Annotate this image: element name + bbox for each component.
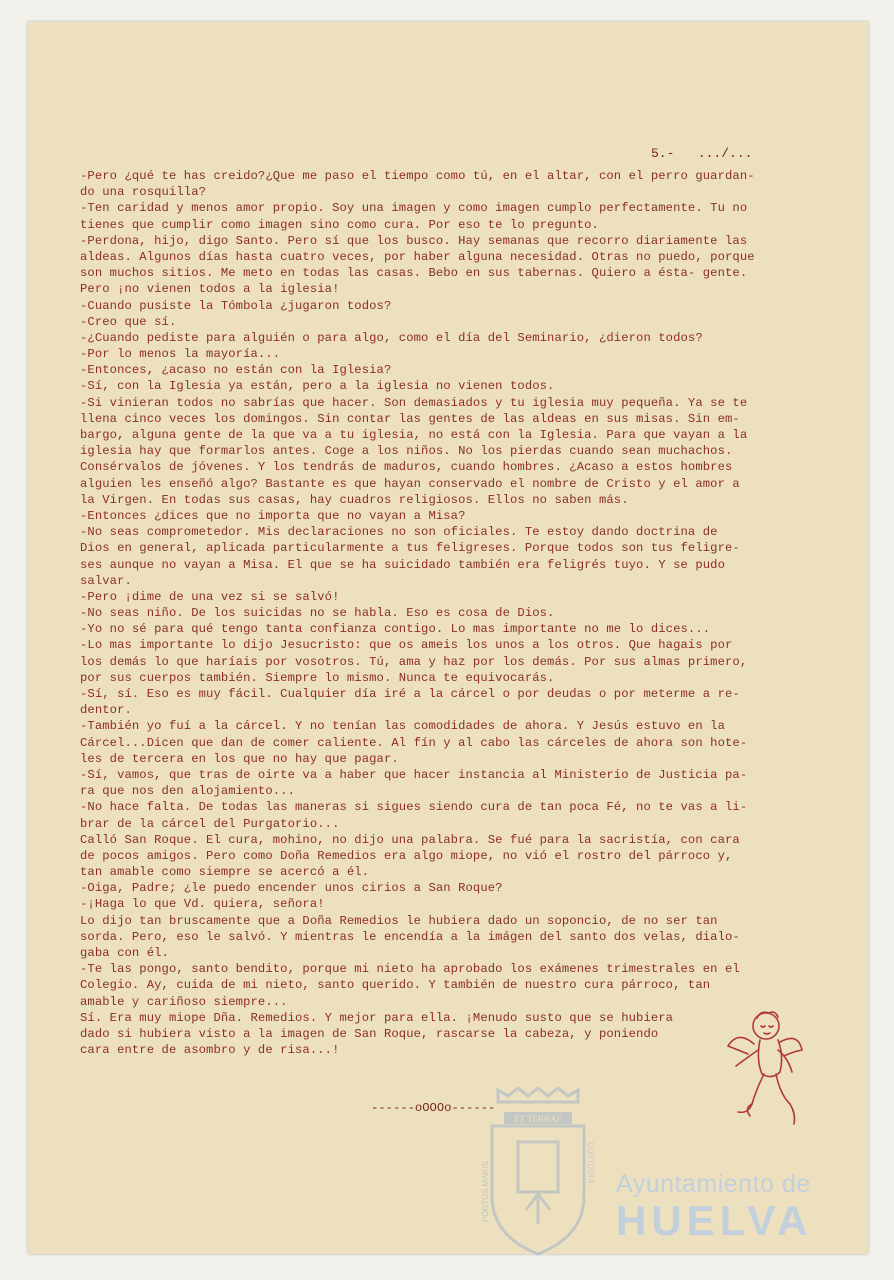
- text-line: iglesia hay que formarlos antes. Coge a los niños. No los pierdas cuando sean muchachos.: [80, 444, 733, 459]
- text-line: -Entonces ¿dices que no importa que no vayan a Misa?: [80, 508, 466, 523]
- text-line: por sus cuerpos también. Siempre lo mismo. Nunca te equivocarás.: [80, 670, 555, 685]
- text-line: Lo dijo tan bruscamente que a Doña Remedios le hubiera dado un soponcio, de no ser tan: [80, 913, 718, 928]
- text-line: les de tercera en los que no hay que pagar.: [80, 751, 399, 766]
- text-line: Calló San Roque. El cura, mohino, no dijo una palabra. Se fué para la sacristía, con cara: [80, 832, 740, 847]
- text-line: Pero ¡no vienen todos a la iglesia!: [80, 282, 340, 297]
- text-line: -Por lo menos la mayoría...: [80, 347, 281, 362]
- text-line: -Creo que sí.: [80, 314, 177, 329]
- text-line: Sí. Era muy miope Dña. Remedios. Y mejor para ella. ¡Menudo susto que se hubiera: [80, 1010, 674, 1025]
- cherub-stamp-icon: [724, 1004, 804, 1144]
- text-line: -También yo fuí a la cárcel. Y no tenían las comodidades de ahora. Y Jesús estuvo en la: [80, 719, 725, 734]
- text-line: -Oiga, Padre; ¿le puedo encender unos cirios a San Roque?: [80, 881, 503, 896]
- text-line: gaba con él.: [80, 946, 169, 960]
- watermark-line-2: HUELVA: [616, 1197, 813, 1244]
- text-line: alguien les enseñó algo? Bastante es que hayan conservado el nombre de Cristo y el amor a: [80, 476, 740, 491]
- text-line: -No seas comprometedor. Mis declaraciones no son oficiales. Te estoy dando doctrina de: [80, 525, 718, 540]
- watermark-right-text: CUSTODIA: [586, 1142, 595, 1184]
- text-line: -Sí, vamos, que tras de oirte va a haber que hacer instancia al Ministerio de Justicia pa-: [80, 767, 748, 782]
- watermark-caption: [616, 1170, 812, 1245]
- text-line: tan amable como siempre se acercó a él.: [80, 865, 370, 880]
- page-marker: 5.- .../...: [651, 146, 753, 161]
- text-line: aldeas. Algunos días hasta cuatro veces, por haber alguna necesidad. Otras no puedo, porque: [80, 249, 755, 264]
- text-line: cara entre de asombro y de risa...!: [80, 1043, 340, 1058]
- text-line: son muchos sitios. Me meto en todas las casas. Bebo en sus tabernas. Quiero a ésta- gente.: [80, 266, 748, 281]
- text-line: brar de la cárcel del Purgatorio...: [80, 816, 340, 831]
- text-line: -Ten caridad y menos amor propio. Soy una imagen y como imagen cumplo perfectamente. Tu no: [80, 201, 748, 216]
- watermark-left-text: PORTUS MARIS: [481, 1161, 490, 1222]
- text-line: -Pero ¿qué te has creido?¿Que me paso el tiempo como tú, en el altar, con el perro guardan-: [80, 169, 755, 183]
- text-line: ra que nos den alojamiento...: [80, 784, 295, 799]
- text-line: -Entonces, ¿acaso no están con la Iglesia?: [80, 363, 392, 378]
- end-separator: ------oOOOo------: [371, 1101, 496, 1115]
- text-line: -No seas niño. De los suicidas no se habla. Eso es cosa de Dios.: [80, 606, 555, 621]
- text-line: tienes que cumplir como imagen sino como cura. Por eso te lo pregunto.: [80, 217, 599, 232]
- text-line: -Sí, con la Iglesia ya están, pero a la iglesia no vienen todos.: [80, 379, 555, 394]
- text-line: -¡Haga lo que Vd. quiera, señora!: [80, 897, 325, 912]
- text-line: -¿Cuando pediste para alguién o para algo, como el día del Seminario, ¿dieron todos?: [80, 330, 703, 345]
- text-line: dentor.: [80, 703, 132, 718]
- text-line: amable y cariñoso siempre...: [80, 994, 288, 1009]
- text-line: Dios en general, aplicada particularmente a tus feligreses. Porque todos son tus feligre-: [80, 541, 740, 556]
- text-line: -Te las pongo, santo bendito, porque mi nieto ha aprobado los exámenes trimestrales en el: [80, 962, 740, 977]
- text-line: dado si hubiera visto a la imagen de San Roque, rascarse la cabeza, y poniendo: [80, 1026, 659, 1041]
- text-line: salvar.: [80, 573, 132, 588]
- text-line: de pocos amigos. Pero como Doña Remedios era algo miope, no vió el rostro del párroco y,: [80, 848, 733, 863]
- text-line: bargo, alguna gente de la que va a tu iglesia, no está con la Iglesia. Para que vayan a la: [80, 428, 748, 442]
- text-line: los demás lo que haríais por vosotros. Tú, ama y haz por los demás. Por sus almas primero,: [80, 654, 748, 669]
- text-line: -Si vinieran todos no sabrías que hacer. Son demasiados y tu iglesia muy pequeña. Ya se te: [80, 395, 748, 410]
- text-line: sorda. Pero, eso le salvó. Y mientras le encendía a la imágen del santo dos velas, dialo-: [80, 929, 740, 944]
- text-line: -Lo mas importante lo dijo Jesucristo: que os ameis los unos a los otros. Que hagais por: [80, 638, 733, 653]
- text-line: -Cuando pusiste la Tómbola ¿jugaron todos?: [80, 298, 392, 313]
- text-line: llena cinco veces los domingos. Sin contar las gentes de las aldeas en sus misas. Sin em-: [80, 411, 740, 426]
- text-line: -Perdona, hijo, digo Santo. Pero sí que los busco. Hay semanas que recorro diariamente las: [80, 233, 748, 248]
- watermark-banner-text: ET TERRAE: [514, 1114, 562, 1124]
- text-line: Colegio. Ay, cuida de mi nieto, santo querido. Y también de nuestro cura párroco, tan: [80, 978, 711, 993]
- text-line: -Sí, sí. Eso es muy fácil. Cualquier día iré a la cárcel o por deudas o por meterme a re-: [80, 687, 740, 701]
- text-line: -Pero ¡dime de una vez si se salvó!: [80, 589, 340, 604]
- text-line: la Virgen. En todas sus casas, hay cuadros religiosos. Ellos no saben más.: [80, 492, 629, 507]
- watermark-line-1: Ayuntamiento de: [616, 1170, 811, 1198]
- coat-of-arms-watermark-icon: [478, 1082, 598, 1262]
- typewritten-body: [80, 168, 820, 1058]
- text-line: Cárcel...Dicen que dan de comer caliente. Al fín y al cabo las cárceles de ahora son hote-: [80, 735, 748, 750]
- text-line: Consérvalos de jóvenes. Y los tendrás de maduros, cuando hombres. ¿Acaso a estos hombres: [80, 460, 733, 475]
- text-line: -Yo no sé para qué tengo tanta confianza contigo. Lo mas importante no me lo dices...: [80, 622, 711, 637]
- text-line: ses aunque no vayan a Misa. El que se ha suicidado también era feligrés tuyo. Y se pudo: [80, 557, 725, 572]
- text-line: do una rosquilla?: [80, 185, 207, 200]
- text-line: -No hace falta. De todas las maneras si sigues siendo cura de tan poca Fé, no te vas a li-: [80, 800, 748, 815]
